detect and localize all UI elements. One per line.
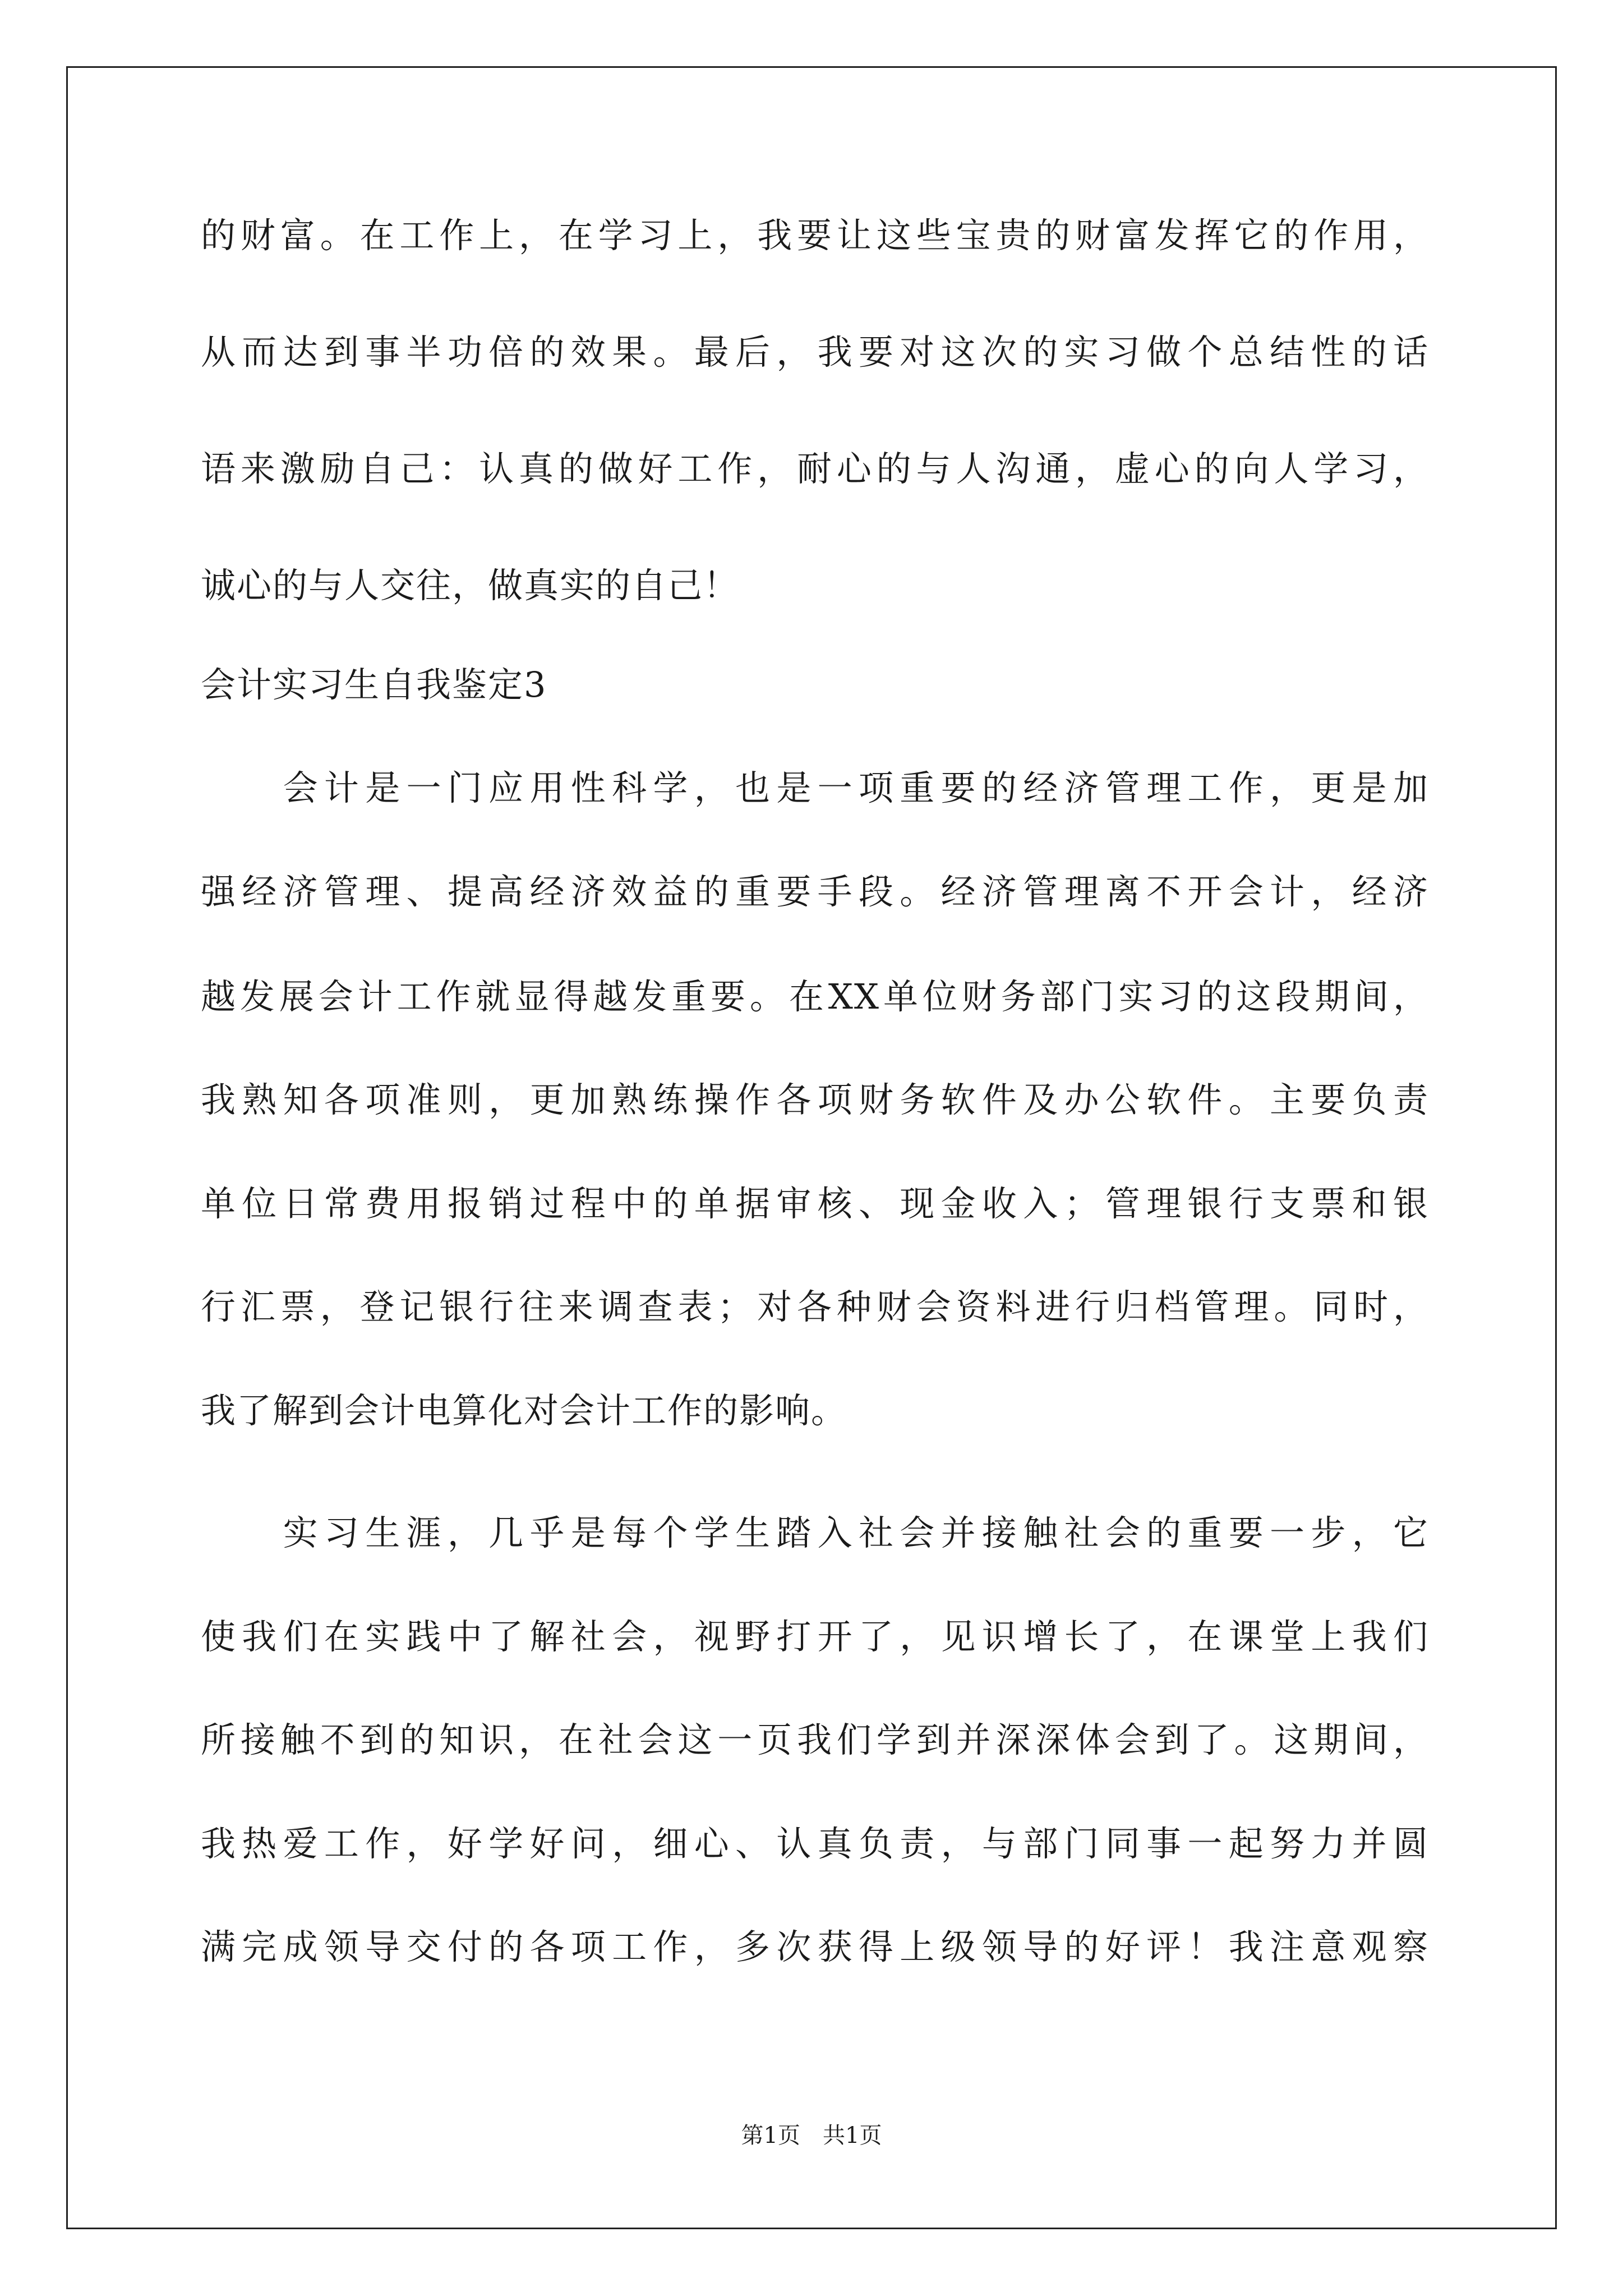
text-line: 我了解到会计电算化对会计工作的影响。 [201,1390,847,1431]
text-line: 单位日常费用报销过程中的单据审核、现金收入；管理银行支票和银 [201,1183,1429,1224]
section-heading: 会计实习生自我鉴定3 [201,664,547,705]
text-line: 会计是一门应用性科学，也是一项重要的经济管理工作，更是加 [201,767,1429,808]
text-line: 强经济管理、提高经济效益的重要手段。经济管理离不开会计，经济 [201,871,1429,912]
text-line: 越发展会计工作就显得越发重要。在XX单位财务部门实习的这段期间， [201,976,1429,1017]
page-border [66,66,1557,2229]
text-line: 我热爱工作，好学好问，细心、认真负责，与部门同事一起努力并圆 [201,1823,1429,1864]
page-footer: 第1页 共1页 [741,2123,882,2148]
text-line: 诚心的与人交往，做真实的自己！ [201,565,740,606]
text-line: 行汇票，登记银行往来调查表；对各种财会资料进行归档管理。同时， [201,1286,1429,1327]
text-line: 从而达到事半功倍的效果。最后，我要对这次的实习做个总结性的话 [201,332,1429,372]
text-line: 满完成领导交付的各项工作，多次获得上级领导的好评！我注意观察 [201,1926,1429,1967]
text-line: 实习生涯，几乎是每个学生踏入社会并接触社会的重要一步，它 [201,1512,1429,1553]
text-line: 语来激励自己：认真的做好工作，耐心的与人沟通，虚心的向人学习， [201,448,1429,489]
text-line: 使我们在实践中了解社会，视野打开了，见识增长了，在课堂上我们 [201,1616,1429,1657]
text-line: 我熟知各项准则，更加熟练操作各项财务软件及办公软件。主要负责 [201,1079,1429,1120]
text-line: 的财富。在工作上，在学习上，我要让这些宝贵的财富发挥它的作用， [201,215,1429,256]
text-line: 所接触不到的知识，在社会这一页我们学到并深深体会到了。这期间， [201,1719,1429,1760]
